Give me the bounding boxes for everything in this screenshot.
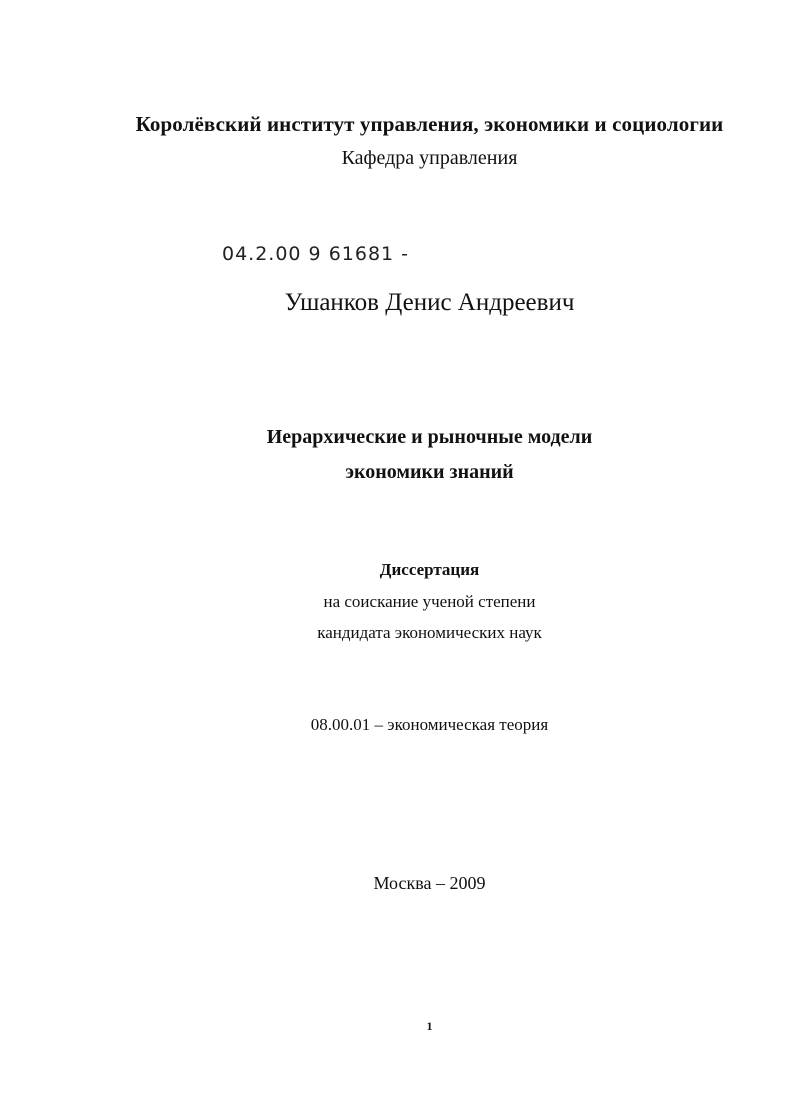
specialty-code: 08.00.01 – экономическая теория xyxy=(310,715,549,734)
institute-name: Королёвский институт управления, экономики и социологии xyxy=(135,112,724,136)
thesis-title-line-1: Иерархические и рыночные модели xyxy=(266,426,593,448)
thesis-title-line-2: экономики знаний xyxy=(345,461,514,483)
page-number: 1 xyxy=(426,1019,433,1033)
author-name: Ушанков Денис Андреевич xyxy=(284,289,575,316)
registration-code: 04.2.00 9 61681 - xyxy=(222,243,410,265)
degree-line-2: кандидата экономических наук xyxy=(317,623,542,642)
city-year: Москва – 2009 xyxy=(373,873,486,893)
document-type: Диссертация xyxy=(379,560,480,579)
department-name: Кафедра управления xyxy=(341,147,518,169)
degree-line-1: на соискание ученой степени xyxy=(323,592,536,611)
